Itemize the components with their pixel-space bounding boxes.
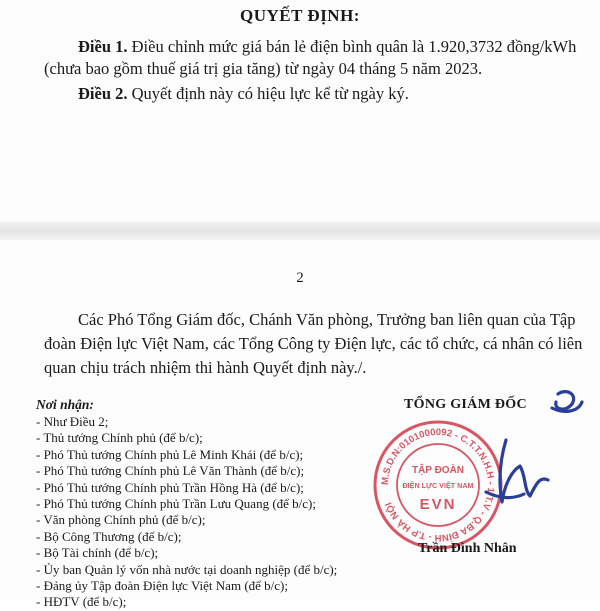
seal-line-2: ĐIỆN LỰC VIỆT NAM (402, 481, 474, 490)
signer-title: TỔNG GIÁM ĐỐC (404, 397, 527, 412)
document-page-1 (0, 0, 600, 222)
recipient-item: - Như Điều 2; (36, 414, 109, 429)
article-2 (44, 83, 584, 105)
decision-heading: QUYẾT ĐỊNH: (240, 6, 360, 25)
recipients-title: Nơi nhận: (36, 397, 94, 412)
recipient-item: - Ủy ban Quản lý vốn nhà nước tại doanh nghiệp (để b/c); (36, 561, 338, 577)
signer-name: Trần Đình Nhân (418, 541, 517, 556)
handwritten-signature (440, 380, 590, 520)
recipient-item: - Thủ tướng Chính phủ (để b/c); (36, 430, 203, 446)
recipient-item: - Phó Thủ tướng Chính phủ Lê Minh Khái (để b/c); (36, 446, 304, 462)
closing-paragraph: Các Phó Tổng Giám đốc, Chánh Văn phòng, Trưởng ban liên quan của Tập đoàn Điện lực Việt Nam, các Tổng Công ty Điện lực, các tổ chức, cá nhân có liên quan chịu trách nhiệm thi hành Quyết định này./. (44, 310, 583, 377)
page-number: 2 (296, 270, 304, 286)
seal-line-1: TẬP ĐOÀN (411, 465, 465, 476)
recipient-item: - HĐTV (để b/c); (36, 594, 127, 610)
article-2-text: Quyết định này có hiệu lực kể từ ngày ký. (127, 84, 409, 103)
recipient-item: - Phó Thủ tướng Chính phủ Trần Hồng Hà (để b/c); (36, 479, 304, 495)
seal-ring-text: M.S.D.N:0101000092 - C.T.T.N.H.H - 1 T.V - Q.BA ĐÌNH - T.P HÀ NỘI (379, 426, 497, 544)
recipients-list (36, 414, 337, 611)
article-1-label: Điều 1. (78, 37, 128, 56)
seal-line-3: EVN (419, 496, 457, 513)
article-2-label: Điều 2. (78, 84, 128, 103)
recipient-item: - Phó Thủ tướng Chính phủ Trần Lưu Quang (để b/c); (36, 496, 316, 512)
recipient-item: - Bộ Công Thương (để b/c); (36, 528, 182, 544)
article-1-text: Điều chỉnh mức giá bán lẻ điện bình quân là 1.920,3732 đồng/kWh (chưa bao gồm thuế giá trị gia tăng) từ ngày 04 tháng 5 năm 2023. (44, 37, 577, 78)
article-1 (44, 36, 584, 80)
page-separator (0, 222, 600, 240)
signature-stroke-top (556, 392, 574, 409)
recipient-item: - Bộ Tài chính (để b/c); (36, 545, 159, 561)
recipient-item: - Đảng ủy Tập đoàn Điện lực Việt Nam (để b/c); (36, 578, 288, 594)
recipient-item: - Văn phòng Chính phủ (để b/c); (36, 512, 206, 528)
recipient-item: - Phó Thủ tướng Chính phủ Lê Văn Thành (để b/c); (36, 463, 305, 479)
